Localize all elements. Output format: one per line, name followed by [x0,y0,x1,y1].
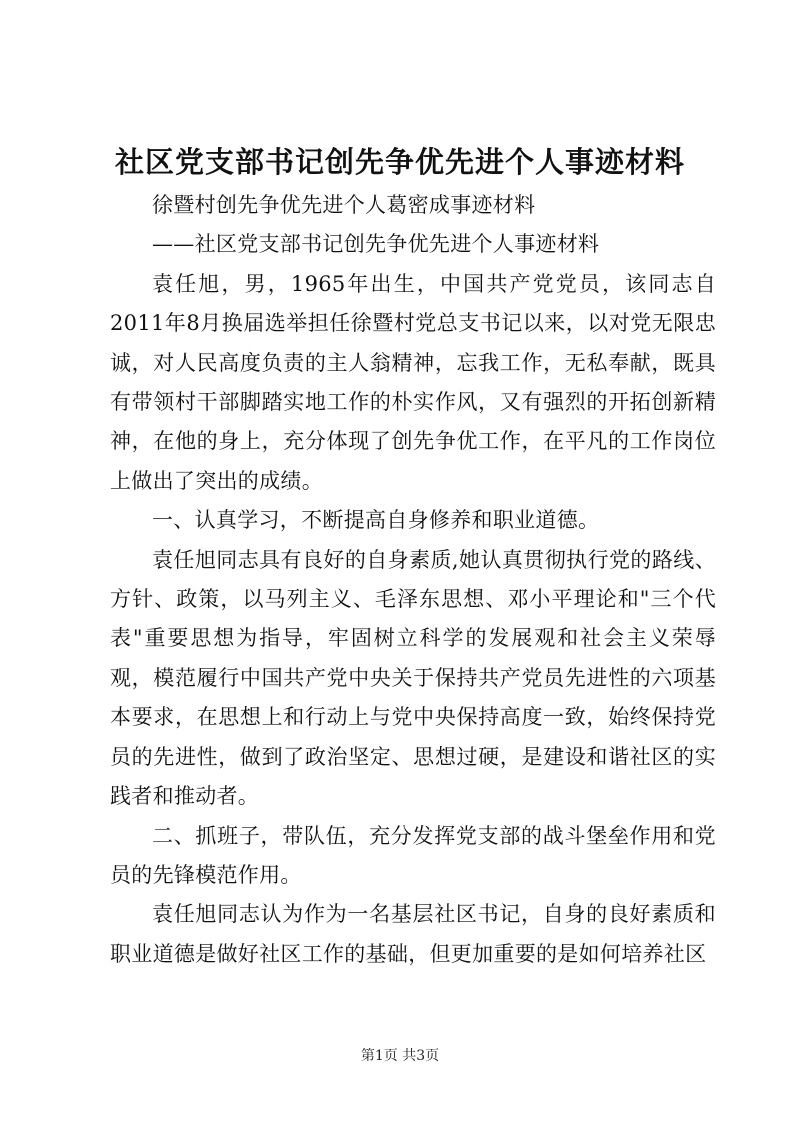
intro-paragraph: 袁任旭，男，1965年出生，中国共产党党员，该同志自2011年8月换届选举担任徐暨村党总支书记以来，以对党无限忠诚，对人民高度负责的主人翁精神，忘我工作，无私奉献，既具有带领村干部脚踏实地工作的朴实作风，又有强烈的开拓创新精神，在他的身上，充分体现了创先争优工作，在平凡的工作岗位上做出了突出的成绩。 [110,271,716,493]
section-2-paragraph: 袁任旭同志认为作为一名基层社区书记，自身的良好素质和职业道德是做好社区工作的基础，但更加重要的是如何培养社区 [110,902,716,966]
subtitle-paragraph: 徐暨村创先争优先进个人葛密成事迹材料 [152,193,536,217]
section-heading-2: 二、抓班子，带队伍，充分发挥党支部的战斗堡垒作用和党员的先锋模范作用。 [110,823,716,887]
subheading-paragraph: ——社区党支部书记创先争优先进个人事迹材料 [152,232,600,257]
document-body [110,186,716,974]
section-1-paragraph: 袁任旭同志具有良好的自身素质,她认真贯彻执行党的路线、方针、政策，以马列主义、毛泽东思想、邓小平理论和"三个代表"重要思想为指导，牢固树立科学的发展观和社会主义荣辱观，模范履行中国共产党中央关于保持共产党员先进性的六项基本要求，在思想上和行动上与党中央保持高度一致，始终保持党员的先进性，做到了政治坚定、思想过硬，是建设和谐社区的实践者和推动者。 [110,547,716,809]
document-title: 社区党支部书记创先争优先进个人事迹材料 [114,145,685,179]
page-number: 第1页 共3页 [360,1048,440,1064]
section-heading-1: 一、认真学习，不断提高自身修养和职业道德。 [152,508,600,533]
